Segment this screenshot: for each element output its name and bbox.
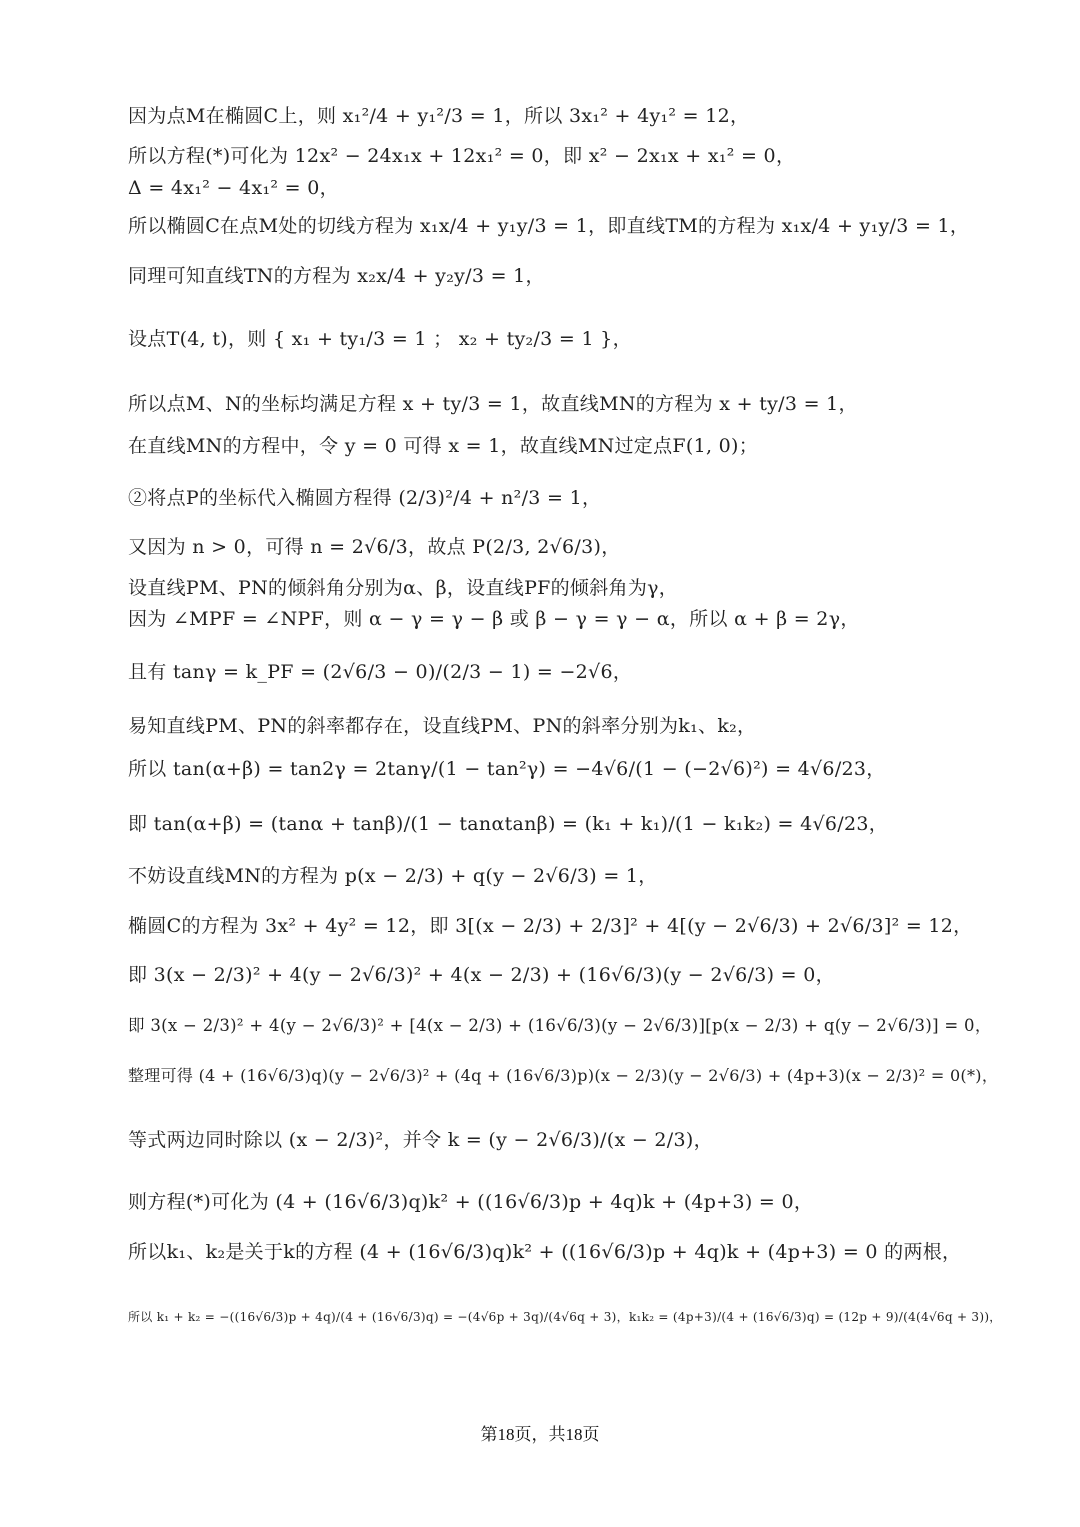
text-line: 不妨设直线MN的方程为 p(x − 2/3) + q(y − 2√6/3) = 1， bbox=[128, 865, 658, 887]
text-line: 即 tan(α+β) = (tanα + tanβ)/(1 − tanαtanβ) = (k₁ + k₁)/(1 − k₁k₂) = 4√6/23， bbox=[128, 813, 889, 835]
text-line: 在直线MN的方程中，令 y = 0 可得 x = 1，故直线MN过定点F(1, 0)； bbox=[128, 435, 759, 457]
text-line: 所以椭圆C在点M处的切线方程为 x₁x/4 + y₁y/3 = 1，即直线TM的方程为 x₁x/4 + y₁y/3 = 1， bbox=[128, 215, 970, 237]
text-line: 又因为 n > 0，可得 n = 2√6/3，故点 P(2/3, 2√6/3)， bbox=[128, 536, 621, 558]
text-line: 所以k₁、k₂是关于k的方程 (4 + (16√6/3)q)k² + ((16√6/3)p + 4q)k + (4p+3) = 0 的两根， bbox=[128, 1241, 962, 1263]
text-line: 所以方程(*)可化为 12x² − 24x₁x + 12x₁² = 0，即 x² − 2x₁x + x₁² = 0， bbox=[128, 145, 796, 167]
text-line: ②将点P的坐标代入椭圆方程得 (2/3)²/4 + n²/3 = 1， bbox=[128, 487, 602, 509]
text-line: 同理可知直线TN的方程为 x₂x/4 + y₂y/3 = 1， bbox=[128, 265, 545, 287]
text-line: 因为 ∠MPF = ∠NPF，则 α − γ = γ − β 或 β − γ = γ − α，所以 α + β = 2γ， bbox=[128, 608, 860, 630]
text-line: 则方程(*)可化为 (4 + (16√6/3)q)k² + ((16√6/3)p + 4q)k + (4p+3) = 0， bbox=[128, 1191, 814, 1213]
text-line: 即 3(x − 2/3)² + 4(y − 2√6/3)² + [4(x − 2/3) + (16√6/3)(y − 2√6/3)][p(x − 2/3) + q(y − 2√6/3)] = 0， bbox=[128, 1016, 992, 1035]
text-line: 所以 k₁ + k₂ = −((16√6/3)p + 4q)/(4 + (16√6/3)q) = −(4√6p + 3q)/(4√6q + 3)，k₁k₂ = (4p+3)/(4 + (16√6/3)q) = (12p + 9)/(4(4√6q + 3))， bbox=[128, 1310, 1002, 1324]
text-line: 设点T(4, t)，则 { x₁ + ty₁/3 = 1 ； x₂ + ty₂/3 = 1 }， bbox=[128, 328, 632, 350]
text-line: 因为点M在椭圆C上，则 x₁²/4 + y₁²/3 = 1，所以 3x₁² + 4y₁² = 12， bbox=[128, 105, 750, 127]
page-footer: 第18页，共18页 bbox=[480, 1425, 600, 1444]
text-line: 所以点M、N的坐标均满足方程 x + ty/3 = 1，故直线MN的方程为 x + ty/3 = 1， bbox=[128, 393, 858, 415]
text-line: 等式两边同时除以 (x − 2/3)²，并令 k = (y − 2√6/3)/(x − 2/3)， bbox=[128, 1129, 713, 1151]
text-line: 易知直线PM、PN的斜率都存在，设直线PM、PN的斜率分别为k₁、k₂， bbox=[128, 715, 757, 737]
text-line: 所以 tan(α+β) = tan2γ = 2tanγ/(1 − tan²γ) = −4√6/(1 − (−2√6)²) = 4√6/23， bbox=[128, 758, 886, 780]
text-line: 且有 tanγ = k_PF = (2√6/3 − 0)/(2/3 − 1) = −2√6， bbox=[128, 661, 633, 683]
text-line: 即 3(x − 2/3)² + 4(y − 2√6/3)² + 4(x − 2/3) + (16√6/3)(y − 2√6/3) = 0， bbox=[128, 964, 835, 986]
text-line: 整理可得 (4 + (16√6/3)q)(y − 2√6/3)² + (4q + (16√6/3)p)(x − 2/3)(y − 2√6/3) + (4p+3)(x − 2/3)² = 0(*)， bbox=[128, 1066, 999, 1085]
text-line: Δ = 4x₁² − 4x₁² = 0， bbox=[128, 177, 339, 199]
text-line: 设直线PM、PN的倾斜角分别为α、β，设直线PF的倾斜角为γ， bbox=[128, 577, 679, 599]
text-line: 椭圆C的方程为 3x² + 4y² = 12，即 3[(x − 2/3) + 2/3]² + 4[(y − 2√6/3) + 2√6/3]² = 12， bbox=[128, 915, 973, 937]
